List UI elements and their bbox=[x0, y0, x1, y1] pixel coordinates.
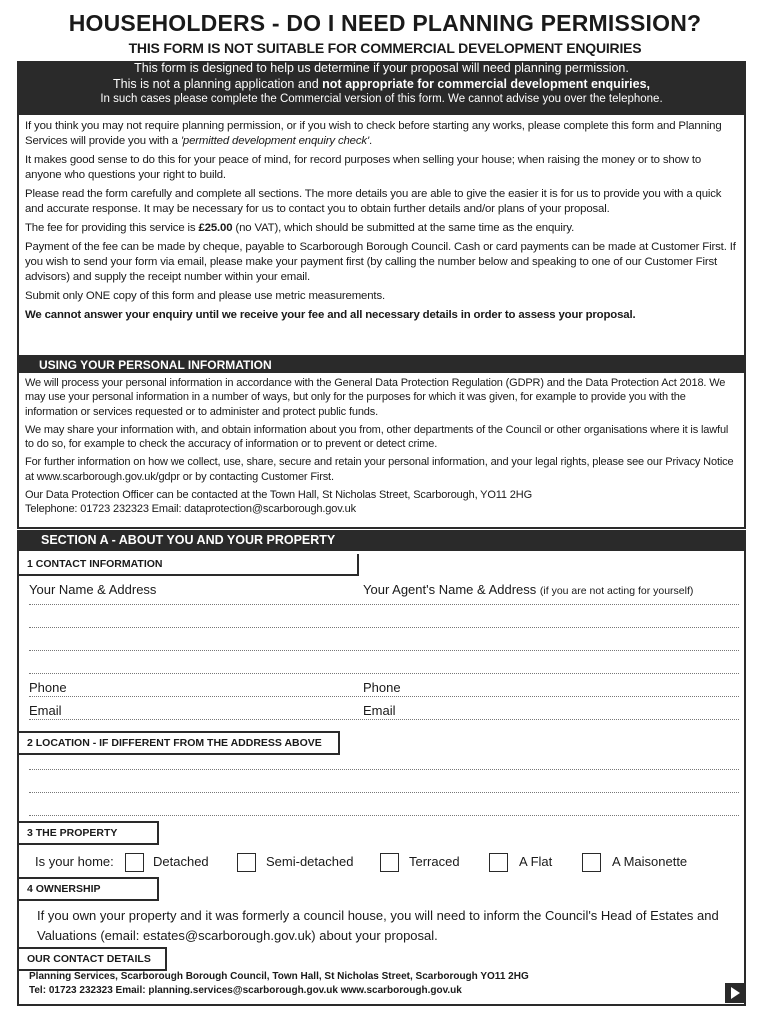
email-line[interactable] bbox=[29, 719, 739, 720]
terraced-label: Terraced bbox=[409, 854, 460, 869]
page-subtitle: THIS FORM IS NOT SUITABLE FOR COMMERCIAL DEVELOPMENT ENQUIRIES bbox=[128, 40, 642, 56]
guidance-p1-text: If you think you may not require planning permission, or if you wish to check before starting any works, please complete this form and Planning Services will provide you with a bbox=[25, 120, 722, 147]
contact-information-tab: 1 CONTACT INFORMATION bbox=[19, 554, 359, 576]
your-phone-label: Phone bbox=[29, 680, 67, 695]
ownership-tab: 4 OWNERSHIP bbox=[19, 877, 159, 901]
semi-detached-label: Semi-detached bbox=[266, 854, 354, 869]
guidance-p7: We cannot answer your enquiry until we receive your fee and all necessary details in order to assess your proposal. bbox=[25, 309, 636, 321]
detached-label: Detached bbox=[153, 854, 209, 869]
location-tab: 2 LOCATION - IF DIFFERENT FROM THE ADDRESS ABOVE bbox=[19, 731, 340, 755]
contact-details-tab: OUR CONTACT DETAILS bbox=[19, 947, 167, 971]
location-line-1[interactable] bbox=[29, 769, 739, 770]
maisonette-checkbox[interactable] bbox=[582, 853, 601, 872]
personal-info-panel bbox=[17, 373, 746, 529]
personal-p1: We will process your personal information in accordance with the General Data Protection Regulation (GDPR) and the Data Protection Act 2018. We may use your personal information in a number of ways, but only for the purposes for which it was given, for example to provide you with the information or services requested or to administer and protect public funds. bbox=[25, 377, 726, 418]
fee-text-end: (no VAT), which should be submitted at the same time as the enquiry. bbox=[232, 222, 575, 234]
section-a-form bbox=[17, 551, 746, 1006]
guidance-p4 bbox=[25, 221, 738, 236]
guidance-p2: It makes good sense to do this for your peace of mind, for record purposes when selling your house; when raising the money or to show to anyone who questions your right to build. bbox=[25, 154, 702, 181]
agent-name-label bbox=[363, 582, 693, 597]
detached-checkbox[interactable] bbox=[125, 853, 144, 872]
contact-address: Planning Services, Scarborough Borough Council, Town Hall, St Nicholas Street, Scarborough YO11 2HG bbox=[29, 971, 529, 982]
dpo-contact: Telephone: 01723 232323 Email: dataprotection@scarborough.gov.uk bbox=[25, 503, 356, 516]
your-name-label: Your Name & Address bbox=[29, 582, 157, 597]
agent-note: (if you are not acting for yourself) bbox=[539, 585, 694, 597]
section-a-heading: SECTION A - ABOUT YOU AND YOUR PROPERTY bbox=[17, 530, 746, 551]
guidance-p1 bbox=[25, 119, 738, 149]
address-line-4[interactable] bbox=[29, 673, 739, 674]
flat-label: A Flat bbox=[519, 854, 553, 869]
ownership-text: If you own your property and it was formerly a council house, you will need to inform the Council's Head of Estates and Valuations (email: estates@scarborough.gov.uk) about your proposal. bbox=[37, 908, 719, 943]
semi-detached-checkbox[interactable] bbox=[237, 853, 256, 872]
guidance-p5: Payment of the fee can be made by cheque, payable to Scarborough Borough Council. Cash or card payments can be made at Customer First. If you wish to send your form via email, please make your payment first (by calling the number below and speaking to one of our Customer First advisors) and supply the receipt number within your email. bbox=[25, 241, 736, 283]
guidance-p1-italic: 'permitted development enquiry check' bbox=[180, 135, 369, 147]
phone-line[interactable] bbox=[29, 696, 739, 697]
flat-checkbox[interactable] bbox=[489, 853, 508, 872]
intro-line-2-bold: not appropriate for commercial development enquiries, bbox=[322, 76, 651, 91]
intro-line-3: In such cases please complete the Commercial version of this form. We cannot advise you over the telephone. bbox=[100, 93, 663, 105]
property-tab: 3 THE PROPERTY bbox=[19, 821, 159, 845]
guidance-p3: Please read the form carefully and complete all sections. The more details you are able to give the easier it is for us to provide you with a quick and accurate response. It may be necessary for us to contact you to obtain further details and/or plans of your proposal. bbox=[25, 188, 722, 215]
intro-line-2 bbox=[17, 77, 746, 93]
address-line-1[interactable] bbox=[29, 604, 739, 605]
intro-line-2-text: This is not a planning application and bbox=[112, 76, 323, 91]
address-line-2[interactable] bbox=[29, 627, 739, 628]
guidance-p1-end: . bbox=[368, 135, 372, 147]
intro-line-1: This form is designed to help us determine if your proposal will need planning permission. bbox=[134, 61, 629, 75]
fee-amount: £25.00 bbox=[198, 222, 233, 234]
agent-name-text: Your Agent's Name & Address bbox=[363, 582, 537, 597]
personal-p4 bbox=[25, 488, 738, 517]
personal-p3: For further information on how we collect, use, share, secure and retain your personal information, and your legal rights, please see our Privacy Notice at www.scarborough.gov.uk/gdpr or by contacting Customer First. bbox=[25, 456, 734, 483]
guidance-p6: Submit only ONE copy of this form and please use metric measurements. bbox=[25, 290, 386, 302]
personal-p2: We may share your information with, and obtain information about you from, other departments of the Council or other organisations where it is lawful to do so, for example to check the accuracy of information or to prevent or detect crime. bbox=[25, 423, 729, 451]
your-email-label: Email bbox=[29, 703, 62, 718]
is-your-home-label: Is your home: bbox=[35, 854, 114, 869]
next-page-arrow-icon[interactable] bbox=[725, 983, 745, 1003]
maisonette-label: A Maisonette bbox=[612, 854, 688, 869]
agent-phone-label: Phone bbox=[363, 680, 401, 695]
personal-info-heading: USING YOUR PERSONAL INFORMATION bbox=[17, 357, 746, 373]
agent-email-label: Email bbox=[363, 703, 396, 718]
terraced-checkbox[interactable] bbox=[380, 853, 399, 872]
contact-phone-email: Tel: 01723 232323 Email: planning.services@scarborough.gov.uk www.scarborough.gov.uk bbox=[29, 985, 462, 996]
dpo-address: Our Data Protection Officer can be contacted at the Town Hall, St Nicholas Street, Scarborough, YO11 2HG bbox=[25, 489, 532, 502]
guidance-panel bbox=[17, 113, 746, 357]
page-title: HOUSEHOLDERS - DO I NEED PLANNING PERMISSION? bbox=[68, 10, 702, 36]
location-line-2[interactable] bbox=[29, 792, 739, 793]
location-line-3[interactable] bbox=[29, 815, 739, 816]
play-arrow-icon bbox=[731, 987, 740, 999]
address-line-3[interactable] bbox=[29, 650, 739, 651]
fee-text: The fee for providing this service is bbox=[25, 222, 199, 234]
intro-banner bbox=[17, 61, 746, 113]
